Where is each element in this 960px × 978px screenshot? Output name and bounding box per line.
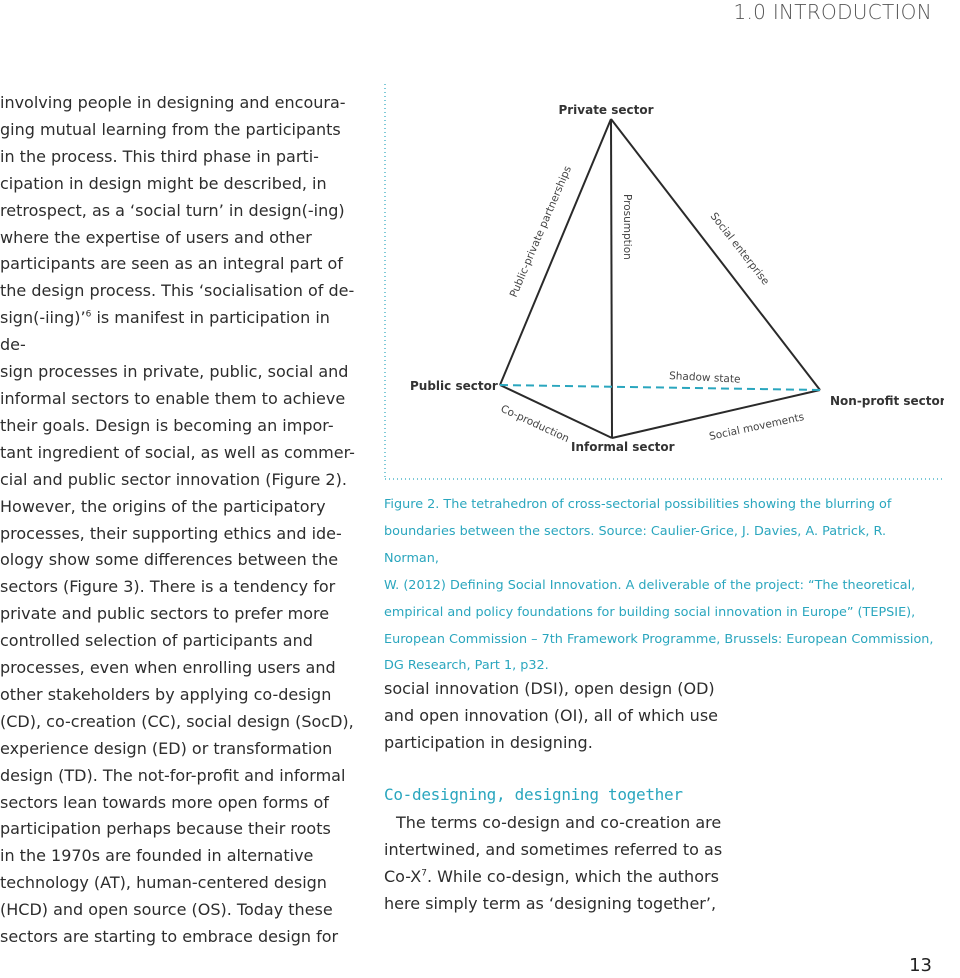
text-line: processes, their supporting ethics and ide-: [0, 523, 342, 543]
text-fragment: is manifest in participation in de-: [0, 308, 330, 355]
caption-line: W. (2012) Defining Social Innovation. A deliverable of the project: “The theoretical,: [384, 577, 916, 593]
text-line: in the 1970s are founded in alternative: [0, 846, 314, 866]
section-heading: Co-designing, designing together: [384, 785, 683, 804]
caption-line: empirical and policy foundations for building social innovation in Europe” (TEPSIE),: [384, 604, 916, 620]
figure-caption: [384, 492, 944, 680]
body-text-right-paragraph: [384, 676, 744, 757]
caption-line: boundaries between the sectors. Source: Caulier-Grice, J. Davies, A. Patrick, R. Norman,: [384, 523, 887, 566]
label-private-sector: Private sector: [558, 103, 654, 117]
text-line: cipation in design might be described, in: [0, 173, 327, 193]
text-fragment: sign(-iing)’: [0, 308, 86, 328]
text-line: participation in designing.: [384, 732, 593, 752]
footnote-7: 7: [421, 868, 427, 879]
label-public-private-partnerships: Public-private partnerships: [507, 164, 575, 300]
text-line: participants are seen as an integral part of: [0, 254, 343, 274]
text-line: However, the origins of the participatory: [0, 496, 326, 516]
text-line: the design process. This ‘socialisation of de-: [0, 281, 355, 301]
text-line: their goals. Design is becoming an impor-: [0, 415, 334, 435]
label-co-production: Co-production: [498, 402, 571, 446]
caption-line: Figure 2. The tetrahedron of cross-sectorial possibilities showing the blurring of: [384, 497, 892, 512]
text-line: The terms co-design and co-creation are: [396, 813, 722, 832]
text-line: design (TD). The not-for-profit and informal: [0, 765, 346, 785]
label-shadow-state: Shadow state: [668, 370, 741, 386]
label-public-sector: Public sector: [410, 379, 498, 393]
body-text-section-paragraph: [384, 810, 744, 918]
text-line: (HCD) and open source (OS). Today these: [0, 900, 333, 920]
tetrahedron-diagram: [384, 84, 944, 480]
text-line: and open innovation (OI), all of which use: [384, 705, 718, 725]
footnote-6: 6: [85, 309, 92, 320]
text-line: other stakeholders by applying co-design: [0, 684, 332, 704]
text-line: retrospect, as a ‘social turn’ in design(-ing): [0, 200, 345, 220]
section-header: 1.0 INTRODUCTION: [733, 0, 932, 24]
page-number: 13: [909, 955, 932, 976]
text-line: tant ingredient of social, as well as commer-: [0, 442, 355, 462]
edge-private-public: [500, 119, 611, 385]
text-line: controlled selection of participants and: [0, 631, 313, 651]
text-line: sign processes in private, public, social and: [0, 362, 349, 382]
text-line: [0, 305, 358, 359]
label-social-enterprise: Social enterprise: [707, 210, 772, 288]
label-prosumption: Prosumption: [621, 194, 633, 260]
text-line: involving people in designing and encoura-: [0, 93, 346, 112]
text-line: ology show some differences between the: [0, 550, 339, 570]
text-line: here simply term as ‘designing together’,: [384, 893, 717, 913]
text-line: social innovation (DSI), open design (OD): [384, 679, 715, 698]
text-line: where the expertise of users and other: [0, 227, 312, 247]
text-line: technology (AT), human-centered design: [0, 873, 327, 893]
text-fragment: Co-X: [384, 866, 422, 886]
text-line: ging mutual learning from the participants: [0, 119, 341, 139]
edge-public-nonprofit-dashed: [500, 385, 820, 390]
text-line: private and public sectors to prefer more: [0, 604, 330, 624]
text-line: sectors lean towards more open forms of: [0, 792, 329, 812]
label-social-movements: Social movements: [708, 411, 806, 443]
edge-private-informal: [611, 119, 612, 438]
text-line: processes, even when enrolling users and: [0, 658, 336, 678]
text-line: cial and public sector innovation (Figure 2).: [0, 469, 347, 489]
text-line: sectors are starting to embrace design for: [0, 927, 339, 947]
text-line: [384, 864, 744, 891]
edge-private-nonprofit: [611, 119, 820, 390]
label-non-profit-sector: Non-profit sector: [830, 394, 944, 408]
text-line: experience design (ED) or transformation: [0, 738, 333, 758]
caption-line: DG Research, Part 1, p32.: [384, 658, 549, 674]
label-informal-sector: Informal sector: [571, 440, 675, 454]
caption-line: European Commission – 7th Framework Programme, Brussels: European Commission,: [384, 631, 934, 647]
text-fragment: . While co-design, which the authors: [426, 866, 719, 886]
text-line: intertwined, and sometimes referred to as: [384, 839, 723, 859]
body-text-left-column: [0, 90, 358, 951]
text-line: (CD), co-creation (CC), social design (SocD),: [0, 711, 354, 731]
text-line: informal sectors to enable them to achieve: [0, 388, 346, 408]
text-line: participation perhaps because their roots: [0, 819, 331, 839]
text-line: sectors (Figure 3). There is a tendency for: [0, 577, 336, 597]
tetrahedron-figure: [384, 84, 944, 480]
text-line: in the process. This third phase in parti-: [0, 146, 319, 166]
